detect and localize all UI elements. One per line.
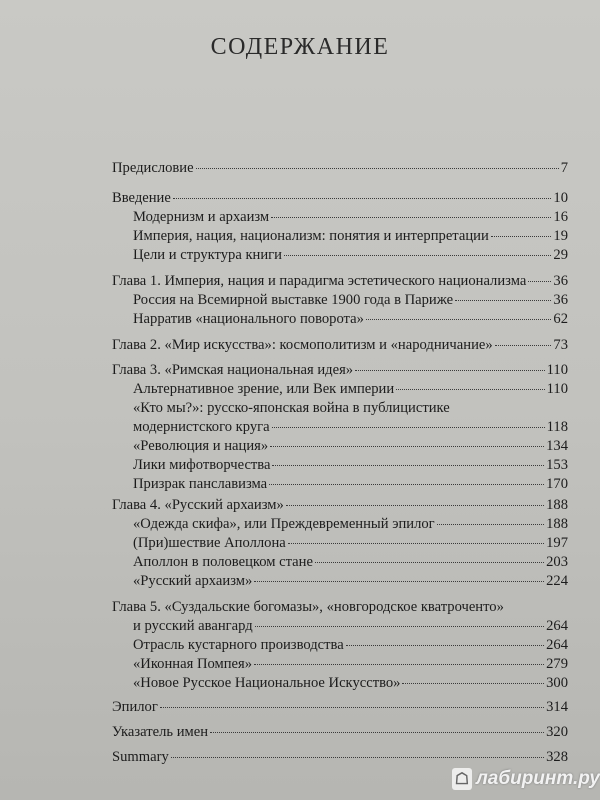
- toc-entry-page: 314: [546, 699, 568, 715]
- toc-entry-title: Нарратив «национального поворота»: [133, 311, 364, 327]
- toc-subentry: [133, 674, 568, 693]
- toc-entry-page: 328: [546, 749, 568, 765]
- toc-entry-title: «Революция и нация»: [133, 438, 269, 454]
- toc-entry-page: 134: [546, 438, 568, 454]
- dot-leader: [269, 484, 544, 485]
- toc-subentry: [133, 515, 568, 534]
- toc-subentry: [133, 291, 568, 310]
- dot-leader: [288, 543, 544, 544]
- dot-leader: [173, 198, 552, 199]
- dot-leader: [315, 562, 544, 563]
- toc-entry-page: 62: [553, 311, 568, 327]
- toc-entry-page: 10: [553, 190, 568, 206]
- toc-entry-title: Глава 1. Империя, нация и парадигма эстетического национализма: [112, 273, 527, 289]
- toc-entry-page: 16: [553, 209, 568, 225]
- dot-leader: [272, 465, 544, 466]
- toc-entry-page: 264: [546, 637, 568, 653]
- toc-subentry: [133, 534, 568, 553]
- toc-entry-title: и русский авангард: [133, 618, 253, 634]
- toc-entry-title: Призрак панславизма: [133, 476, 268, 492]
- toc-entry-title: Модернизм и архаизм: [133, 209, 270, 225]
- toc-entry-title: Глава 2. «Мир искусства»: космополитизм и «народничание»: [112, 337, 493, 353]
- toc-entry-title: модернистского круга: [133, 419, 270, 435]
- toc-entry-title: Предисловие: [112, 160, 194, 176]
- toc-entry-title: Лики мифотворчества: [133, 457, 271, 473]
- dot-leader: [272, 427, 545, 428]
- toc-entry: [112, 272, 568, 291]
- dot-leader: [255, 626, 544, 627]
- toc-entry-title: «Одежда скифа», или Преждевременный эпилог: [133, 516, 435, 532]
- toc-subentry: [133, 380, 568, 399]
- toc-entry-title: Summary: [112, 749, 169, 765]
- toc-entry-page: 203: [546, 554, 568, 570]
- dot-leader: [455, 300, 551, 301]
- toc-entry-page: 19: [553, 228, 568, 244]
- toc-entry-page: 110: [546, 381, 568, 397]
- toc-entry-page: 153: [546, 457, 568, 473]
- toc-subentry: [133, 475, 568, 494]
- toc-entry-line: Глава 5. «Суздальские богомазы», «новгородское кватроченто»: [112, 599, 504, 615]
- dot-leader: [160, 707, 544, 708]
- toc-entry-page: 73: [553, 337, 568, 353]
- toc-entry-title: Цели и структура книги: [133, 247, 282, 263]
- toc-entry: [112, 361, 568, 380]
- toc-subentry: [133, 246, 568, 265]
- toc-entry-title: Аполлон в половецком стане: [133, 554, 313, 570]
- dot-leader: [355, 370, 545, 371]
- toc-entry-page: 197: [546, 535, 568, 551]
- toc-entry-title: Глава 4. «Русский архаизм»: [112, 497, 284, 513]
- toc-entry-page: 118: [546, 419, 568, 435]
- page-title: СОДЕРЖАНИЕ: [210, 34, 390, 60]
- toc-entry: [112, 723, 568, 742]
- toc-entry-page: 36: [553, 292, 568, 308]
- toc-subentry: [133, 655, 568, 674]
- toc-entry-title: «Иконная Помпея»: [133, 656, 253, 672]
- toc-entry-title: Отрасль кустарного производства: [133, 637, 344, 653]
- dot-leader: [495, 345, 552, 346]
- dot-leader: [284, 255, 551, 256]
- toc-entry: [112, 159, 568, 178]
- toc-entry-page: 7: [560, 160, 568, 176]
- toc-entry-page: 36: [553, 273, 568, 289]
- dot-leader: [437, 524, 544, 525]
- toc-subentry: [133, 208, 568, 227]
- dot-leader: [271, 217, 551, 218]
- dot-leader: [366, 319, 552, 320]
- toc-entry: [112, 496, 568, 515]
- dot-leader: [346, 645, 544, 646]
- toc-entry-page: 320: [546, 724, 568, 740]
- dot-leader: [270, 446, 544, 447]
- dot-leader: [254, 664, 544, 665]
- toc-entry-title: Альтернативное зрение, или Век империи: [133, 381, 395, 397]
- toc-entry-page: 110: [546, 362, 568, 378]
- dot-leader: [402, 683, 544, 684]
- toc-entry: [112, 189, 568, 208]
- toc-entry-page: 264: [546, 618, 568, 634]
- toc-entry-page: 29: [553, 247, 568, 263]
- toc-entry-title: Россия на Всемирной выставке 1900 года в Париже: [133, 292, 454, 308]
- dot-leader: [254, 581, 544, 582]
- toc-entry: [133, 617, 568, 636]
- toc-subentry: [133, 572, 568, 591]
- toc-entry-page: 279: [546, 656, 568, 672]
- dot-leader: [210, 732, 544, 733]
- toc-subentry: [133, 227, 568, 246]
- toc-entry-title: «Русский архаизм»: [133, 573, 253, 589]
- toc-entry-page: 224: [546, 573, 568, 589]
- watermark-text: лабиринт.ру: [475, 768, 600, 789]
- toc-entry-page: 170: [546, 476, 568, 492]
- toc-subentry: [133, 553, 568, 572]
- dot-leader: [171, 757, 544, 758]
- toc-entry-page: 188: [546, 516, 568, 532]
- watermark: [452, 764, 600, 794]
- toc-entry-title: Глава 3. «Римская национальная идея»: [112, 362, 354, 378]
- toc-subentry-line: «Кто мы?»: русско-японская война в публицистике: [133, 400, 450, 416]
- dot-leader: [528, 281, 551, 282]
- toc-entry: [112, 336, 568, 355]
- dot-leader: [286, 505, 544, 506]
- toc-entry: [112, 698, 568, 717]
- toc-entry-page: 188: [546, 497, 568, 513]
- labirint-logo-icon: ☖: [452, 768, 472, 790]
- toc-entry-title: Эпилог: [112, 699, 158, 715]
- toc-subentry: [133, 636, 568, 655]
- toc-subentry: [133, 437, 568, 456]
- toc-entry-title: «Новое Русское Национальное Искусство»: [133, 675, 401, 691]
- dot-leader: [196, 168, 559, 169]
- toc-entry-title: Указатель имен: [112, 724, 209, 740]
- toc-entry-title: Империя, нация, национализм: понятия и интерпретации: [133, 228, 489, 244]
- toc-subentry: [133, 456, 568, 475]
- toc-subentry: [133, 418, 568, 437]
- toc-entry-title: Введение: [112, 190, 171, 206]
- toc-entry-title: (При)шествие Аполлона: [133, 535, 286, 551]
- dot-leader: [491, 236, 552, 237]
- toc-entry-page: 300: [546, 675, 568, 691]
- dot-leader: [396, 389, 544, 390]
- toc-subentry: [133, 310, 568, 329]
